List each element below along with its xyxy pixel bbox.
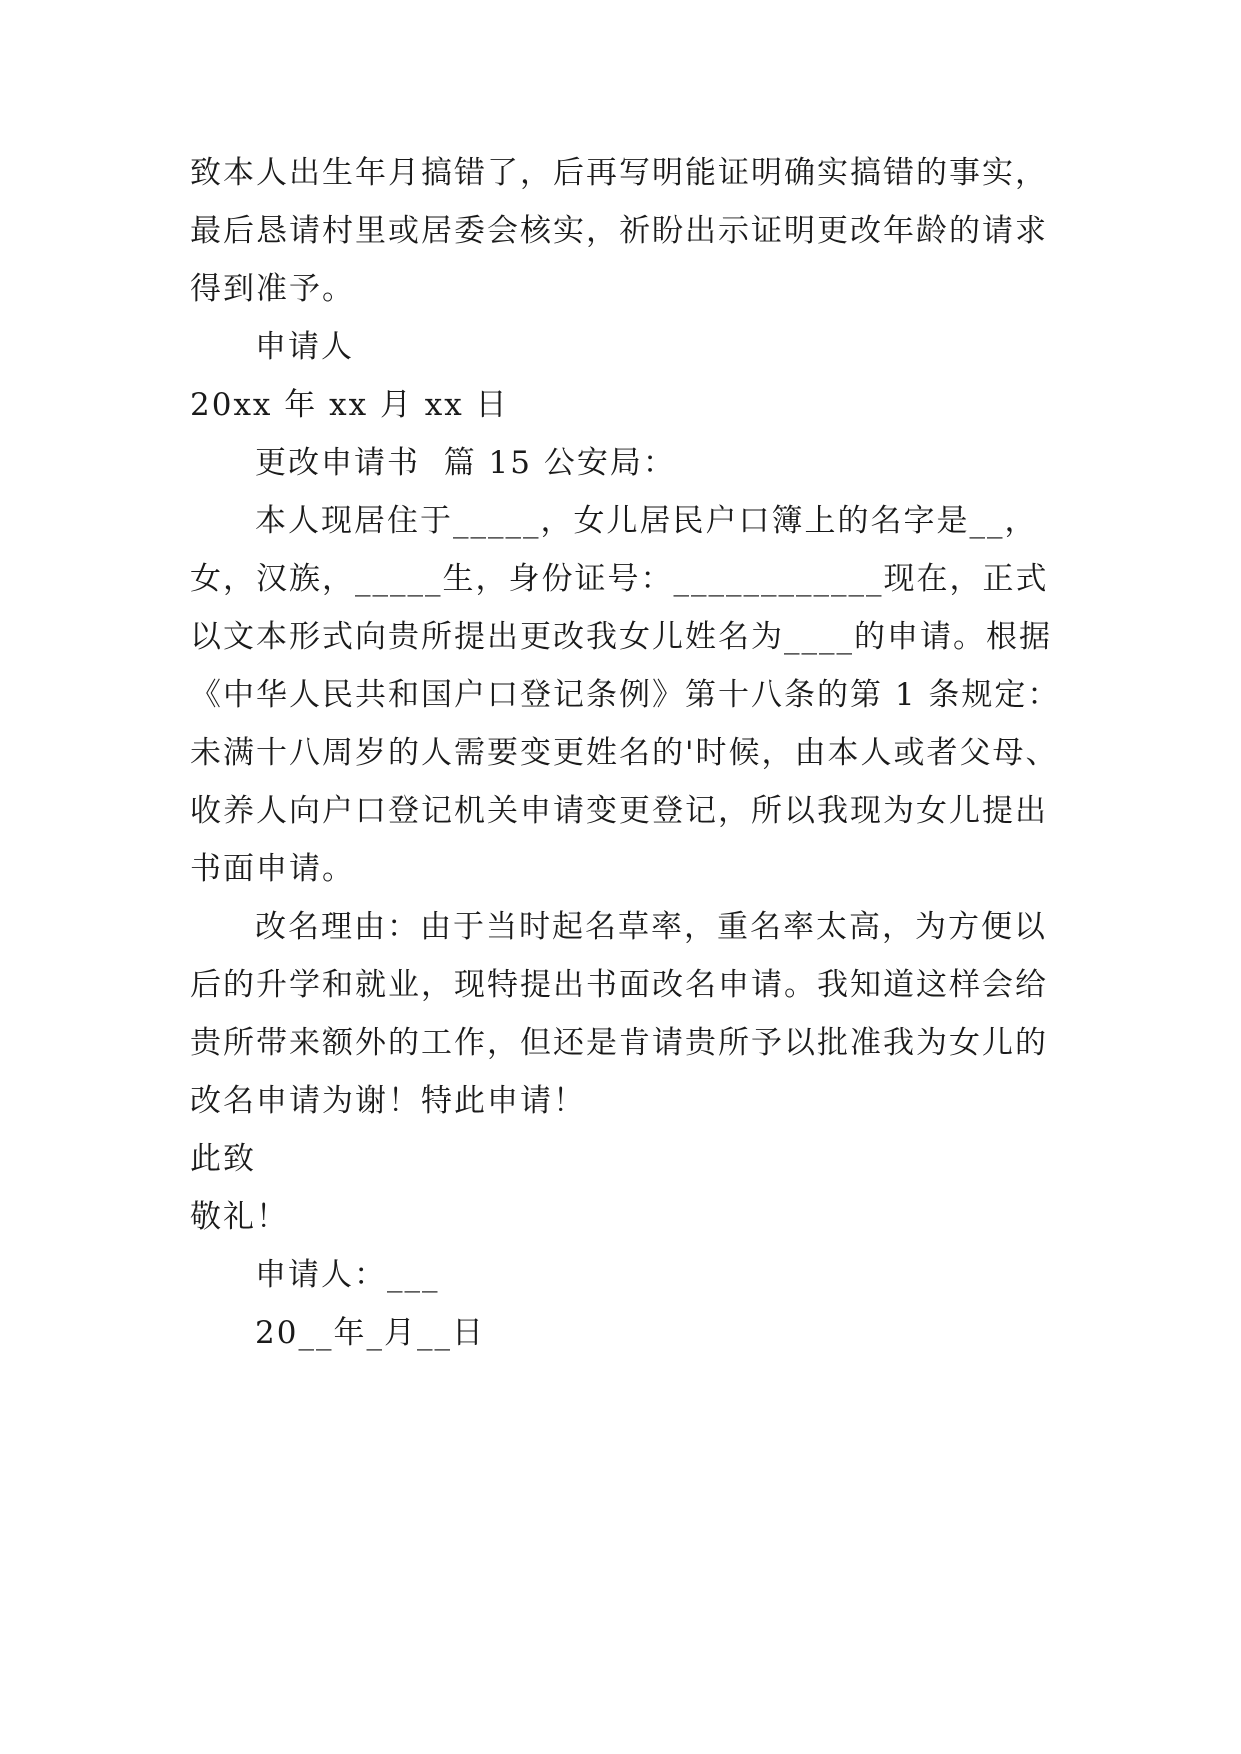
applicant-label: 申请人 xyxy=(255,329,354,365)
body-text-line: 《中华人民共和国户口登记条例》第十八条的第 1 条规定： xyxy=(190,677,1061,713)
body-text-line: 后的升学和就业，现特提出书面改名申请。我知道这样会给 xyxy=(190,967,1048,1003)
body-text-line: 以文本形式向贵所提出更改我女儿姓名为____的申请。根据 xyxy=(190,619,1052,655)
closing-line: 此致 xyxy=(190,1141,256,1177)
body-text-line: 贵所带来额外的工作，但还是肯请贵所予以批准我为女儿的 xyxy=(190,1025,1048,1061)
body-text-line: 改名理由：由于当时起名草率，重名率太高，为方便以 xyxy=(255,909,1047,945)
salutation-line: 敬礼！ xyxy=(190,1199,289,1235)
signature-date: 20__年_月__日 xyxy=(255,1315,485,1351)
body-text-line: 书面申请。 xyxy=(190,851,355,887)
body-text-line: 收养人向户口登记机关申请变更登记，所以我现为女儿提出 xyxy=(190,793,1048,829)
body-text-line: 改名申请为谢！特此申请！ xyxy=(190,1083,586,1119)
section-heading: 更改申请书 篇 15 公安局： xyxy=(255,445,676,481)
body-text-line: 未满十八周岁的人需要变更姓名的'时候，由本人或者父母、 xyxy=(190,735,1059,771)
signature-line: 申请人：___ xyxy=(255,1257,440,1293)
body-text-line: 本人现居住于_____，女儿居民户口簿上的名字是__， xyxy=(255,503,1038,539)
date-line: 20xx 年 xx 月 xx 日 xyxy=(190,387,509,423)
body-text-line: 得到准予。 xyxy=(190,271,355,307)
body-text-line: 女，汉族，_____生，身份证号：____________现在，正式 xyxy=(190,561,1049,597)
body-text-line: 致本人出生年月搞错了，后再写明能证明确实搞错的事实， xyxy=(190,155,1048,191)
body-text-line: 最后恳请村里或居委会核实，祈盼出示证明更改年龄的请求 xyxy=(190,213,1048,249)
